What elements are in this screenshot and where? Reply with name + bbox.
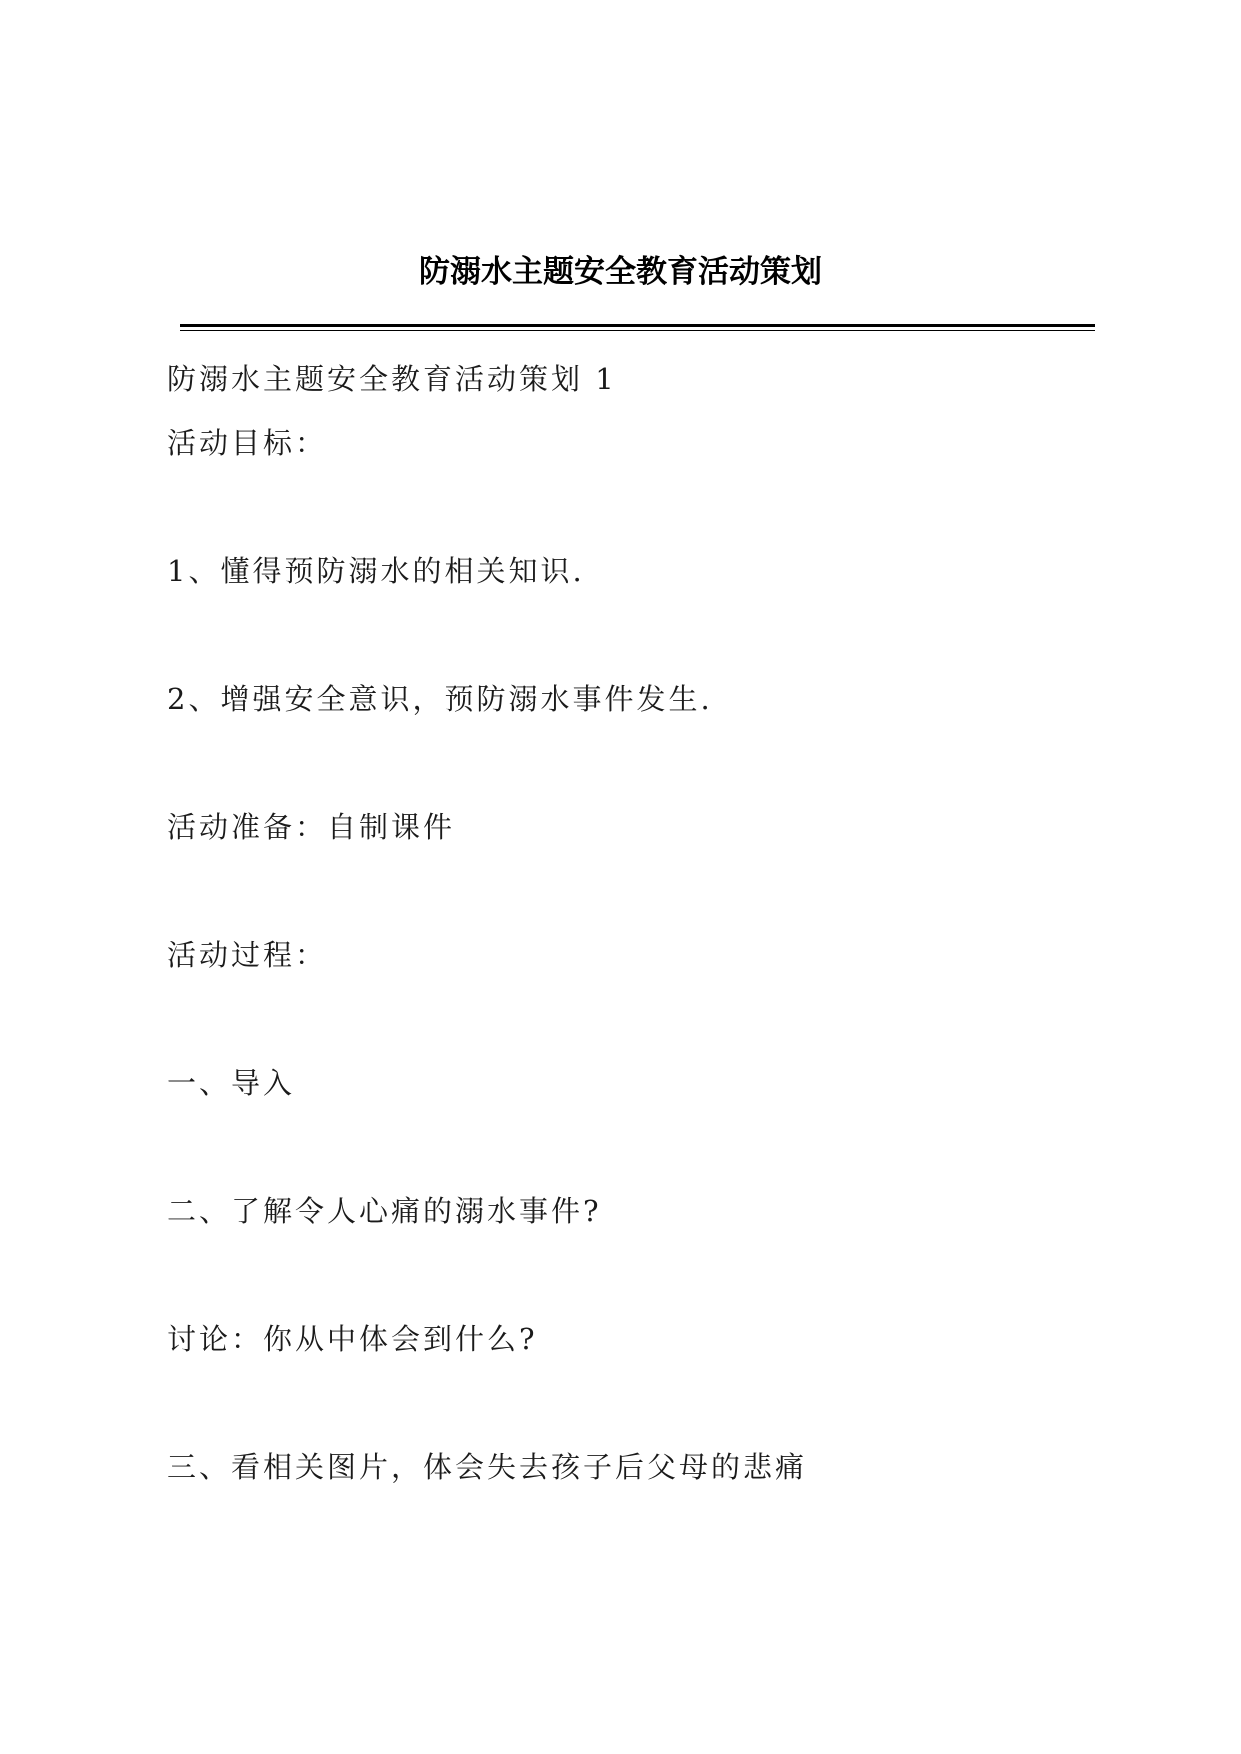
paragraph-goal-2: 2、增强安全意识，预防溺水事件发生. [167,682,713,716]
section-heading: 防溺水主题安全教育活动策划 1 [167,362,617,396]
title-divider-thin [180,330,1095,331]
paragraph-preparation: 活动准备：自制课件 [167,810,456,844]
paragraph-process-label: 活动过程： [167,938,328,972]
paragraph-goal-1: 1、懂得预防溺水的相关知识. [167,554,585,588]
paragraph-step-1: 一、导入 [167,1066,296,1100]
paragraph-goals-label: 活动目标： [167,426,328,460]
paragraph-step-3: 三、看相关图片，体会失去孩子后父母的悲痛 [167,1450,808,1484]
title-divider-thick [180,324,1095,327]
paragraph-step-2: 二、了解令人心痛的溺水事件? [167,1194,602,1228]
document-title: 防溺水主题安全教育活动策划 [419,254,822,290]
paragraph-discussion: 讨论：你从中体会到什么? [167,1322,538,1356]
